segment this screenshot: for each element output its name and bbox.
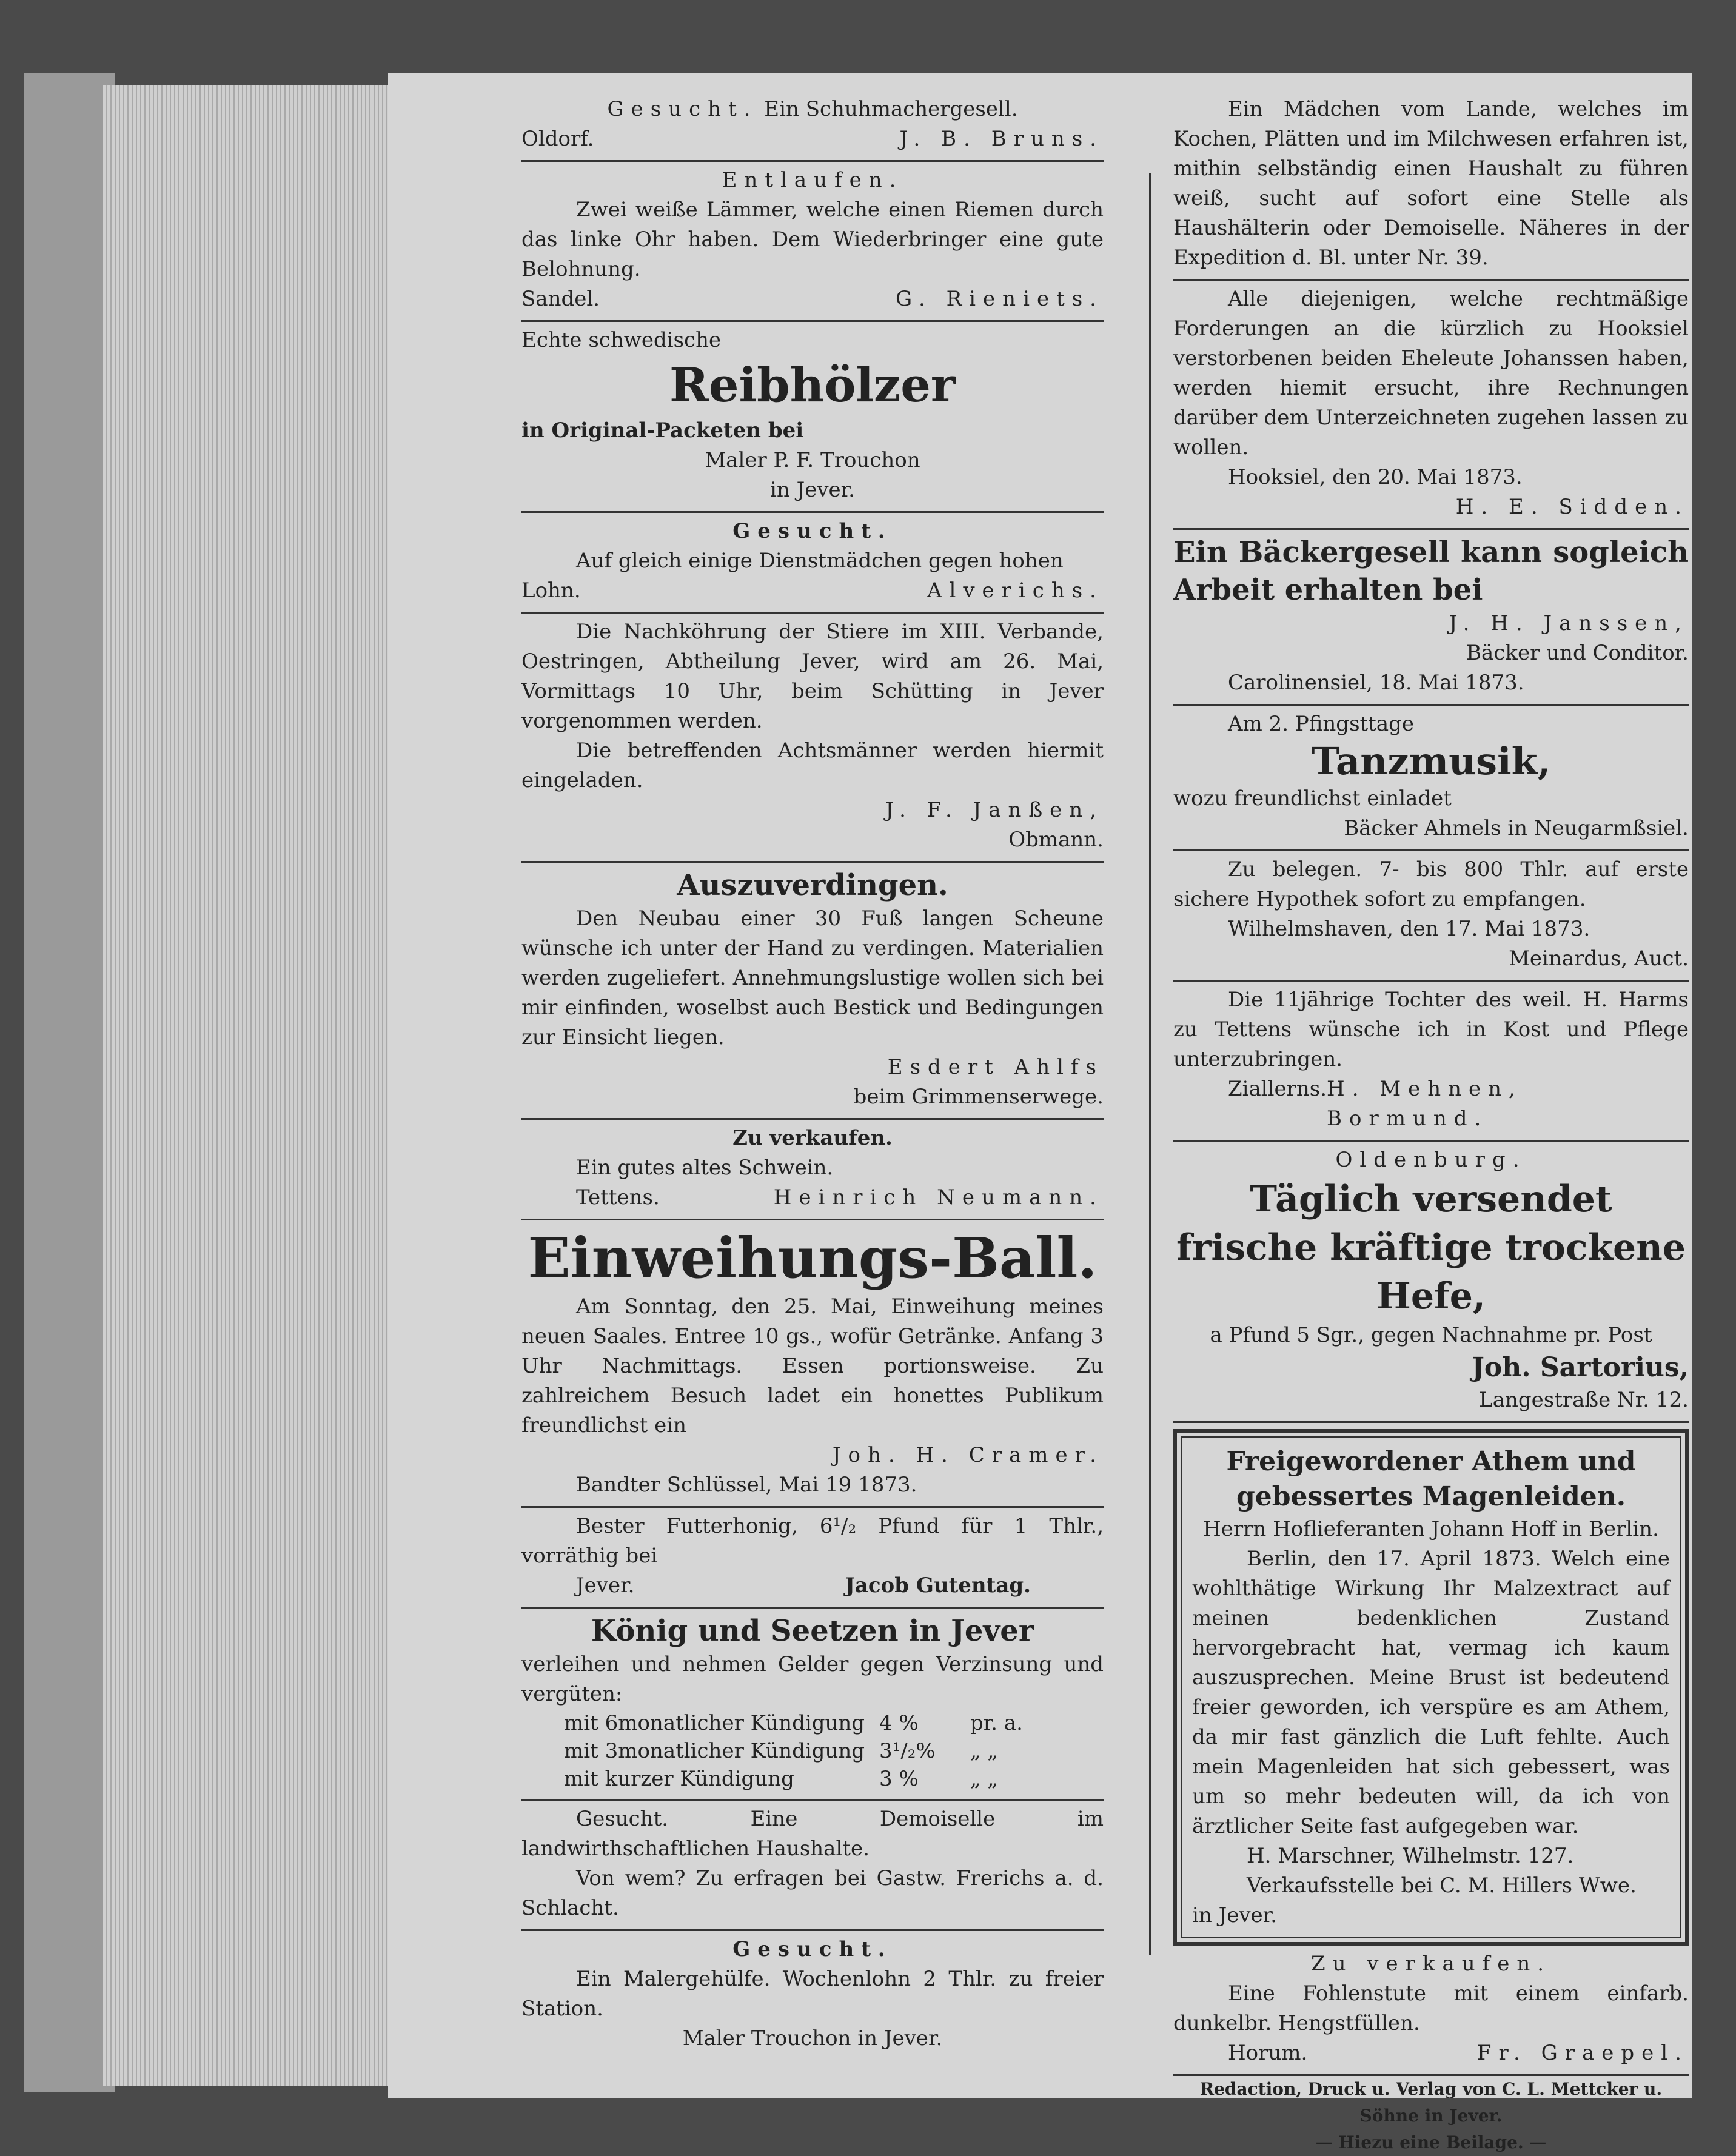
ad-signature: Jacob Gutentag.	[845, 1573, 1031, 1598]
ad-signature: Maler P. F. Trouchon	[705, 448, 920, 472]
rate-label: mit 3monatlicher Kündigung	[564, 1739, 865, 1763]
ad-signature: G. Rieniets.	[896, 287, 1104, 311]
ad-sale-point: Verkaufsstelle bei C. M. Hillers Wwe.	[1247, 1873, 1637, 1898]
ad-text: Eine Fohlenstute mit einem einfarb. dunkelbr. Hengstfüllen.	[1173, 1981, 1689, 2035]
ad-place: Horum.	[1228, 2041, 1308, 2065]
ad-heading: Zu verkaufen.	[732, 1126, 893, 1150]
ad-place: Tettens.	[576, 1185, 660, 1210]
ad-text: Alle diejenigen, welche rechtmäßige Forderungen an die kürzlich zu Hooksiel verstorbenen beiden Eheleute Johanssen haben, werden hiemit ersucht, ihre Rechnungen darüber dem Unterzeichneten zugehen lassen zu wollen.	[1173, 287, 1689, 460]
ad-subtitle: wozu freundlichst einladet	[1173, 786, 1452, 811]
ad-forderungen	[1173, 281, 1689, 530]
ad-title: Tanzmusik,	[1311, 739, 1551, 783]
ad-heading: Zu verkaufen.	[1310, 1952, 1552, 1976]
ad-zu-belegen	[1173, 851, 1689, 982]
rate-label: mit 6monatlicher Kündigung	[564, 1711, 865, 1735]
ad-signature: H. E. Sidden.	[1455, 495, 1689, 519]
ad-auszuverdingen	[521, 863, 1104, 1120]
ad-title: König und Seetzen in Jever	[591, 1614, 1034, 1648]
ad-place: Oldorf.	[521, 127, 594, 151]
ad-zu-verkaufen-schwein	[521, 1120, 1104, 1220]
ad-text: Zwei weiße Lämmer, welche einen Riemen durch das linke Ohr haben. Dem Wiederbringer eine gute Belohnung.	[521, 198, 1104, 281]
ad-addressee: Herrn Hoflieferanten Johann Hoff in Berlin.	[1203, 1517, 1659, 1541]
ad-place: Ziallerns.	[1228, 1077, 1327, 1101]
ad-text: Berlin, den 17. April 1873. Welch eine wohlthätige Wirkung Ihr Malzextract auf meinen bedenklichen Zustand hervorgebracht hat, vermag ich kaum auszusprechen. Meine Brust ist bedeutend freier geworden, ich verspüre es am Athem, da mir fast gänzlich die Luft fehlte. Auch mein Magenleiden hat sich gebessert, was um so mehr bedeuten will, da ich von ärztlicher Seite fast aufgegeben war.	[1192, 1547, 1670, 1838]
ad-signature: Maler Trouchon in Jever.	[682, 2026, 943, 2051]
ad-title: Ein Bäckergesell kann sogleich Arbeit erhalten bei	[1173, 535, 1689, 607]
ad-hefe	[1173, 1142, 1689, 1423]
ad-reibhoelzer	[521, 322, 1104, 513]
ad-title: Reibhölzer	[669, 358, 956, 413]
ad-text: Ein Schuhmachergesell.	[764, 97, 1018, 121]
ad-text: verleihen und nehmen Gelder gegen Verzinsung und vergüten:	[521, 1652, 1104, 1706]
rate-value: 3 %	[879, 1767, 919, 1791]
ad-role: Obmann.	[1008, 828, 1104, 852]
ad-text: Ein Mädchen vom Lande, welches im Kochen, Plätten und im Milchwesen erfahren ist, mithin selbständig einen Haushalt zu führen weiß, sucht auf sofort eine Stelle als Haushälterin oder Demoiselle. Näheres in der Expedition d. Bl. unter Nr. 39.	[1173, 97, 1689, 270]
ad-text-2: Von wem? Zu erfragen bei Gastw. Frerichs a. d. Schlacht.	[521, 1866, 1104, 1920]
interest-rates	[564, 1709, 1104, 1793]
ad-pretitle: Echte schwedische	[521, 328, 722, 352]
rate-value: 4 %	[879, 1711, 919, 1735]
ad-text: Am Sonntag, den 25. Mai, Einweihung meines neuen Saales. Entree 10 gs., wofür Getränke. Anfang 3 Uhr Nachmittags. Essen portionsweise. Zu zahlreichem Besuch ladet ein honettes Publikum freundlichst ein	[521, 1294, 1104, 1438]
ad-signature: J. H. Janssen,	[1449, 611, 1689, 635]
ad-signature: J. B. Bruns.	[899, 127, 1104, 151]
ad-heading: Gesucht.	[732, 1937, 893, 1961]
ad-signature: Bäcker Ahmels in Neugarmßsiel.	[1344, 816, 1689, 840]
ad-signature: Fr. Graepel.	[1476, 2041, 1689, 2065]
book-edge	[24, 73, 115, 2092]
ad-place: Sandel.	[521, 287, 600, 311]
ad-signature: Esdert Ahlfs	[887, 1055, 1104, 1079]
ad-role: Bäcker und Conditor.	[1466, 641, 1689, 665]
ad-heading: Gesucht.	[607, 97, 758, 121]
ad-maedchen-vom-lande	[1173, 91, 1689, 281]
ad-text: Die 11jährige Tochter des weil. H. Harms zu Tettens wünsche ich in Kost und Pflege unterzubringen.	[1173, 988, 1689, 1071]
ad-heading: Gesucht.	[732, 519, 893, 543]
ad-signature: Heinrich Neumann.	[773, 1185, 1104, 1210]
ad-heading: Auszuverdingen.	[677, 868, 948, 902]
ad-text: a Pfund 5 Sgr., gegen Nachnahme pr. Post	[1210, 1323, 1652, 1347]
ad-text: Auf gleich einige Dienstmädchen gegen hohen	[576, 549, 1064, 573]
ad-gesucht-schuhmacher	[521, 91, 1104, 162]
ad-signature: Meinardus, Auct.	[1509, 946, 1689, 971]
ad-signature: Joh. H. Cramer.	[832, 1443, 1104, 1467]
ad-tochter	[1173, 982, 1689, 1142]
rate-label: mit kurzer Kündigung	[564, 1767, 794, 1791]
ad-einweihungs-ball	[521, 1220, 1104, 1508]
ad-subtitle: in Original-Packeten bei	[521, 418, 804, 443]
ad-place: Jever.	[576, 1573, 635, 1598]
ad-signature: J. F. Janßen,	[885, 798, 1104, 822]
ad-nachkoerung	[521, 614, 1104, 863]
imprint: Redaction, Druck u. Verlag von C. L. Mettcker u. Söhne in Jever.	[1199, 2079, 1663, 2126]
right-column	[1173, 91, 1689, 2156]
ad-text-end: Lohn.	[521, 578, 581, 603]
ad-baeckergesell	[1173, 530, 1689, 706]
ad-dateline: Hooksiel, den 20. Mai 1873.	[1228, 465, 1523, 489]
ad-dateline: Bandter Schlüssel, Mai 19 1873.	[576, 1473, 917, 1497]
rate-extra: „ „	[970, 1767, 999, 1791]
ad-place: Oldenburg.	[1335, 1148, 1527, 1172]
ad-place: in Jever.	[1192, 1903, 1277, 1927]
ad-tanzmusik	[1173, 706, 1689, 851]
ad-pretitle: Am 2. Pfingsttage	[1228, 712, 1414, 736]
ad-signature: Joh. Sartorius,	[1472, 1352, 1689, 1383]
column-rule	[1149, 173, 1151, 1955]
ad-gesucht-dienstmaedchen	[521, 513, 1104, 614]
ad-title: Einweihungs-Ball.	[528, 1225, 1098, 1291]
ad-text: Bester Futterhonig, 6¹/₂ Pfund für 1 Thlr., vorräthig bei	[521, 1514, 1104, 1568]
ad-entlaufen	[521, 162, 1104, 322]
ad-address: Langestraße Nr. 12.	[1479, 1388, 1689, 1412]
ad-gesucht-malergehuelfe	[521, 1931, 1104, 2060]
ad-futterhonig	[521, 1508, 1104, 1609]
ad-title: Freigewordener Athem und gebessertes Magenleiden.	[1226, 1446, 1636, 1512]
ad-koenig-seetzen	[521, 1609, 1104, 1801]
ad-malzextract-frame	[1173, 1429, 1689, 1946]
rate-extra: pr. a.	[970, 1711, 1023, 1735]
ad-text: Ein Malergehülfe. Wochenlohn 2 Thlr. zu freier Station.	[521, 1967, 1104, 2021]
rate-value: 3¹/₂%	[879, 1739, 936, 1763]
left-column	[521, 91, 1104, 2060]
ad-place: beim Grimmenserwege.	[853, 1085, 1104, 1109]
ad-gesucht-demoiselle	[521, 1801, 1104, 1931]
ad-zu-verkaufen-fohlenstute	[1173, 1946, 1689, 2076]
ad-signature: Alverichs.	[927, 578, 1104, 603]
ad-signature: H. Mehnen, Bormund.	[1327, 1077, 1523, 1131]
ad-text: Zu belegen. 7- bis 800 Thlr. auf erste sichere Hypothek sofort zu empfangen.	[1173, 857, 1689, 911]
ad-heading: Entlaufen.	[722, 168, 903, 192]
ad-text: Den Neubau einer 30 Fuß langen Scheune wünsche ich unter der Hand zu verdingen. Materialien werden zugeliefert. Annehmungslustige wollen sich bei mir einfinden, woselbst auch Bestick und Bedingungen zur Einsicht liegen.	[521, 906, 1104, 1050]
ad-text: Die Nachköhrung der Stiere im XIII. Verbande, Oestringen, Abtheilung Jever, wird am 26. Mai, Vormittags 10 Uhr, beim Schütting in Jever vorgenommen werden.	[521, 620, 1104, 733]
rate-extra: „ „	[970, 1739, 999, 1763]
ad-place: in Jever.	[770, 478, 855, 502]
ad-dateline: Wilhelmshaven, den 17. Mai 1873.	[1228, 917, 1590, 941]
page-stack	[103, 85, 388, 2086]
ad-signature: H. Marschner, Wilhelmstr. 127.	[1247, 1844, 1574, 1868]
ad-dateline: Carolinensiel, 18. Mai 1873.	[1228, 671, 1524, 695]
ad-title: Täglich versendet frische kräftige trockene Hefe,	[1176, 1178, 1686, 1317]
ad-text: Gesucht. Eine Demoiselle im landwirthschaftlichen Haushalte.	[521, 1807, 1104, 1861]
ad-text-2: Die betreffenden Achtsmänner werden hiermit eingeladen.	[521, 738, 1104, 792]
supplement-note: — Hiezu eine Beilage. —	[1315, 2132, 1547, 2152]
ad-text: Ein gutes altes Schwein.	[576, 1156, 834, 1180]
